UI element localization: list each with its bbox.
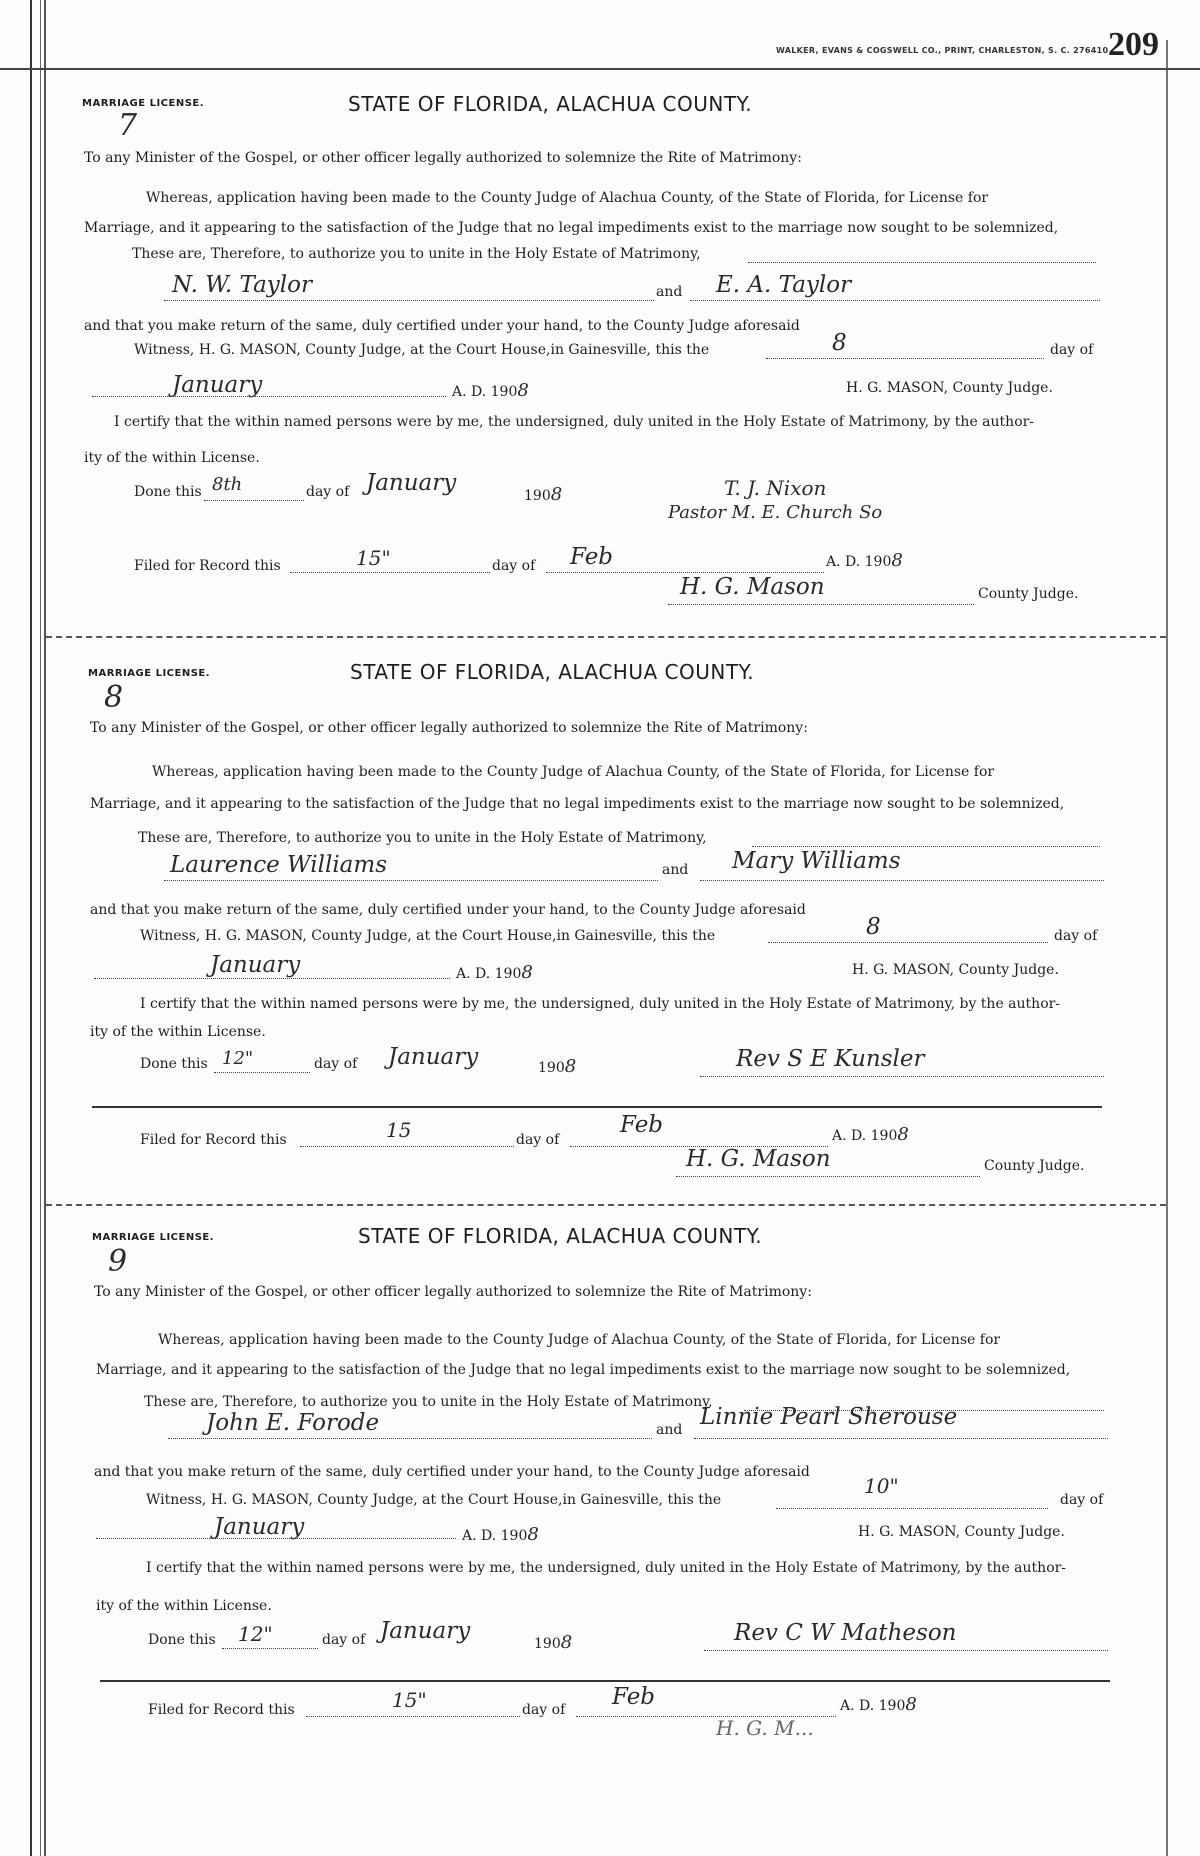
whereas-line-1: Whereas, application having been made to the County Judge of Alachua County, of the State of Florida, for License for [158, 1332, 1001, 1348]
done-year-prefix: 190 [538, 1060, 565, 1076]
certify-line-2: ity of the within License. [90, 1024, 266, 1040]
day-of-label: day of [1050, 342, 1094, 358]
whereas-line-2: Marriage, and it appearing to the satisfaction of the Judge that no legal impediments exist to the marriage now sought to be solemnized, [90, 796, 1065, 812]
ad-prefix: A. D. 190 [456, 966, 522, 982]
day-of-label: day of [1060, 1492, 1104, 1508]
groom-name: John E. Forode [206, 1410, 380, 1436]
day-of-label: day of [1054, 928, 1098, 944]
judge-signature-rule [676, 1176, 980, 1177]
return-line: and that you make return of the same, duly certified under your hand, to the County Judge aforesaid [94, 1464, 810, 1480]
done-this-label: Done this [140, 1056, 208, 1072]
done-day-of-label: day of [314, 1056, 358, 1072]
judge-signature-rule [668, 604, 974, 605]
officiant-rule [704, 1650, 1108, 1651]
filed-day-of-label: day of [522, 1702, 566, 1718]
whereas-line-1: Whereas, application having been made to the County Judge of Alachua County, of the State of Florida, for License for [146, 190, 989, 206]
done-day-rule [204, 500, 304, 501]
bride-name: Mary Williams [732, 848, 901, 874]
certify-line-1: I certify that the within named persons were by me, the undersigned, duly united in the Holy Estate of Matrimony, by the author- [146, 1560, 1067, 1576]
county-judge-label: County Judge. [984, 1158, 1085, 1174]
done-year [534, 1632, 572, 1653]
filed-day-rule [290, 572, 490, 573]
license-number: 9 [108, 1244, 128, 1279]
printer-imprint: WALKER, EVANS & COGSWELL CO., PRINT, CHARLESTON, S. C. 276410 [776, 46, 1109, 55]
issued-month-rule [94, 978, 450, 979]
issued-year-digit: 8 [521, 962, 533, 983]
issued-month: January [210, 952, 301, 978]
filed-ad [826, 550, 903, 571]
whereas-line-1: Whereas, application having been made to the County Judge of Alachua County, of the State of Florida, for License for [152, 764, 995, 780]
filed-rule [100, 1680, 1110, 1682]
issued-month: January [172, 372, 263, 398]
filed-ad-prefix: A. D. 190 [840, 1698, 906, 1714]
groom-rule [164, 300, 654, 301]
form-heading: STATE OF FLORIDA, ALACHUA COUNTY. [350, 660, 755, 684]
filed-year-digit: 8 [891, 550, 903, 571]
officiant-title: Pastor M. E. Church So [668, 502, 883, 523]
bride-rule [694, 1438, 1108, 1439]
judge-line: H. G. MASON, County Judge. [858, 1524, 1065, 1540]
done-day: 12" [222, 1048, 254, 1069]
done-year-prefix: 190 [534, 1636, 561, 1652]
page-number: 209 [1108, 26, 1159, 63]
done-day-of-label: day of [322, 1632, 366, 1648]
done-year-digit: 8 [560, 1632, 573, 1653]
done-day-rule [214, 1072, 310, 1073]
certify-line-1: I certify that the within named persons were by me, the undersigned, duly united in the Holy Estate of Matrimony, by the author- [140, 996, 1061, 1012]
whereas-line-2: Marriage, and it appearing to the satisfaction of the Judge that no legal impediments exist to the marriage now sought to be solemnized, [84, 220, 1059, 236]
officiant-signature: T. J. Nixon [724, 476, 827, 500]
witness-line: Witness, H. G. MASON, County Judge, at the Court House,in Gainesville, this the [140, 928, 716, 944]
done-this-label: Done this [148, 1632, 216, 1648]
and-label: and [656, 284, 683, 300]
judge-signature: H. G. M... [716, 1716, 814, 1740]
certify-line-1: I certify that the within named persons were by me, the undersigned, duly united in the Holy Estate of Matrimony, by the author- [114, 414, 1035, 430]
ad-label [452, 380, 529, 401]
filed-day-of-label: day of [492, 558, 536, 574]
license-number: 8 [104, 680, 124, 715]
certify-line-2: ity of the within License. [84, 450, 260, 466]
judge-line: H. G. MASON, County Judge. [852, 962, 1059, 978]
done-month: January [380, 1618, 471, 1644]
filed-month-rule [546, 572, 824, 573]
filed-ad-prefix: A. D. 190 [826, 554, 892, 570]
certify-line-2: ity of the within License. [96, 1598, 272, 1614]
done-day-rule [222, 1648, 318, 1649]
issued-day: 10" [864, 1474, 899, 1498]
section-separator [46, 1204, 1166, 1206]
form-heading: STATE OF FLORIDA, ALACHUA COUNTY. [358, 1224, 763, 1248]
license-number: 7 [118, 108, 138, 143]
officiant-signature: Rev C W Matheson [734, 1620, 957, 1646]
issued-month: January [214, 1514, 305, 1540]
officiant-signature: Rev S E Kunsler [736, 1046, 925, 1072]
license-label: MARRIAGE LICENSE. [92, 1232, 215, 1243]
these-are-line: These are, Therefore, to authorize you to unite in the Holy Estate of Matrimony, [144, 1394, 713, 1410]
witness-line: Witness, H. G. MASON, County Judge, at the Court House,in Gainesville, this the [146, 1492, 722, 1508]
binding-rule [44, 0, 46, 1856]
issued-year-digit: 8 [517, 380, 529, 401]
done-this-label: Done this [134, 484, 202, 500]
these-are-line: These are, Therefore, to authorize you to unite in the Holy Estate of Matrimony, [132, 246, 701, 262]
issued-day: 8 [866, 914, 881, 940]
filed-month: Feb [570, 544, 614, 570]
groom-rule [164, 880, 658, 881]
issued-year-digit: 8 [527, 1524, 539, 1545]
groom-name: N. W. Taylor [172, 272, 312, 298]
done-year [538, 1056, 576, 1077]
bride-rule [690, 300, 1100, 301]
filed-year-digit: 8 [897, 1124, 909, 1145]
filed-label: Filed for Record this [148, 1702, 295, 1718]
issued-day-rule [766, 358, 1044, 359]
ad-label [462, 1524, 539, 1545]
done-year-digit: 8 [550, 484, 563, 505]
judge-signature: H. G. Mason [680, 574, 825, 600]
bride-rule [700, 880, 1104, 881]
address-line: To any Minister of the Gospel, or other officer legally authorized to solemnize the Rite of Matrimony: [90, 720, 808, 736]
filed-day: 15" [392, 1688, 427, 1712]
filed-month: Feb [620, 1112, 664, 1138]
bride-name: Linnie Pearl Sherouse [700, 1404, 958, 1430]
filed-day-of-label: day of [516, 1132, 560, 1148]
filed-day-rule [300, 1146, 514, 1147]
license-label: MARRIAGE LICENSE. [82, 98, 205, 109]
fill-rule [752, 846, 1100, 847]
issued-day-rule [768, 942, 1048, 943]
return-line: and that you make return of the same, duly certified under your hand, to the County Judge aforesaid [84, 318, 800, 334]
done-year-digit: 8 [564, 1056, 577, 1077]
right-margin-rule [1166, 40, 1168, 1856]
filed-ad [832, 1124, 909, 1145]
judge-signature: H. G. Mason [686, 1146, 831, 1172]
ad-label [456, 962, 533, 983]
ad-prefix: A. D. 190 [462, 1528, 528, 1544]
address-line: To any Minister of the Gospel, or other officer legally authorized to solemnize the Rite of Matrimony: [84, 150, 802, 166]
done-month: January [366, 470, 457, 496]
done-month: January [388, 1044, 479, 1070]
return-line: and that you make return of the same, duly certified under your hand, to the County Judge aforesaid [90, 902, 806, 918]
filed-month: Feb [612, 1684, 656, 1710]
filed-day: 15 [386, 1118, 412, 1142]
section-separator [46, 636, 1166, 638]
whereas-line-2: Marriage, and it appearing to the satisfaction of the Judge that no legal impediments exist to the marriage now sought to be solemnized, [96, 1362, 1071, 1378]
and-label: and [662, 862, 689, 878]
done-year-prefix: 190 [524, 488, 551, 504]
witness-line: Witness, H. G. MASON, County Judge, at the Court House,in Gainesville, this the [134, 342, 710, 358]
address-line: To any Minister of the Gospel, or other officer legally authorized to solemnize the Rite of Matrimony: [94, 1284, 812, 1300]
filed-ad-prefix: A. D. 190 [832, 1128, 898, 1144]
groom-rule [168, 1438, 652, 1439]
filed-label: Filed for Record this [140, 1132, 287, 1148]
filed-rule [92, 1106, 1102, 1108]
issued-day-rule [776, 1508, 1048, 1509]
filed-ad [840, 1694, 917, 1715]
top-rule [0, 68, 1200, 70]
issued-month-rule [96, 1538, 456, 1539]
bride-name: E. A. Taylor [716, 272, 852, 298]
filed-label: Filed for Record this [134, 558, 281, 574]
ad-prefix: A. D. 190 [452, 384, 518, 400]
these-are-line: These are, Therefore, to authorize you to unite in the Holy Estate of Matrimony, [138, 830, 707, 846]
officiant-rule [700, 1076, 1104, 1077]
and-label: and [656, 1422, 683, 1438]
license-label: MARRIAGE LICENSE. [88, 668, 211, 679]
done-day: 8th [212, 474, 243, 495]
filed-day: 15" [356, 546, 391, 570]
fill-rule [748, 262, 1096, 263]
done-day-of-label: day of [306, 484, 350, 500]
done-day: 12" [238, 1622, 273, 1646]
form-heading: STATE OF FLORIDA, ALACHUA COUNTY. [348, 92, 753, 116]
binding-edge [30, 0, 41, 1856]
issued-month-rule [92, 396, 446, 397]
judge-line: H. G. MASON, County Judge. [846, 380, 1053, 396]
done-year [524, 484, 562, 505]
filed-year-digit: 8 [905, 1694, 917, 1715]
groom-name: Laurence Williams [170, 852, 388, 878]
filed-day-rule [306, 1716, 520, 1717]
issued-day: 8 [832, 330, 847, 356]
county-judge-label: County Judge. [978, 586, 1079, 602]
